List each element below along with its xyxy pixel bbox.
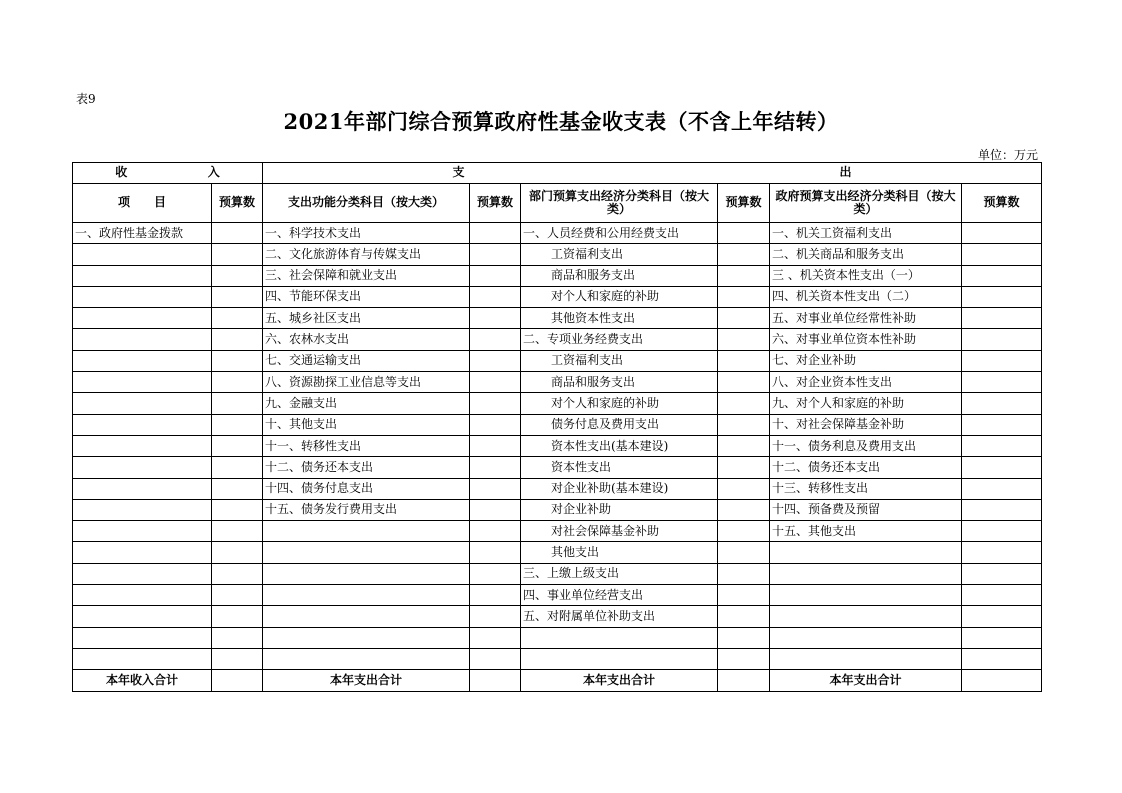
income-item-cell — [73, 606, 212, 627]
functional-item-cell: 九、金融支出 — [263, 393, 470, 414]
gov-economic-item-cell: 十五、其他支出 — [770, 521, 962, 542]
gov-budget-cell — [962, 308, 1042, 329]
functional-budget-cell — [470, 478, 521, 499]
functional-item-cell — [263, 563, 470, 584]
functional-budget-cell — [470, 606, 521, 627]
dept-budget-cell — [718, 627, 770, 648]
dept-budget-cell — [718, 286, 770, 307]
income-budget-cell — [212, 265, 263, 286]
gov-budget-cell — [962, 286, 1042, 307]
header-budget-gov: 预算数 — [962, 184, 1042, 223]
income-total-value — [212, 670, 263, 691]
table-row — [73, 542, 1042, 563]
functional-budget-cell — [470, 435, 521, 456]
gov-economic-item-cell: 四、机关资本性支出（二） — [770, 286, 962, 307]
income-budget-cell — [212, 521, 263, 542]
gov-budget-cell — [962, 265, 1042, 286]
header-item: 项 目 — [73, 184, 212, 223]
dept-economic-item-cell: 二、专项业务经费支出 — [521, 329, 718, 350]
functional-item-cell: 八、资源勘探工业信息等支出 — [263, 372, 470, 393]
gov-economic-item-cell: 十四、预备费及预留 — [770, 499, 962, 520]
functional-budget-cell — [470, 223, 521, 244]
gov-total-label: 本年支出合计 — [770, 670, 962, 691]
dept-budget-cell — [718, 265, 770, 286]
dept-budget-cell — [718, 414, 770, 435]
gov-economic-item-cell: 十一、债务利息及费用支出 — [770, 435, 962, 456]
dept-budget-cell — [718, 606, 770, 627]
dept-budget-cell — [718, 457, 770, 478]
table-row — [73, 478, 1042, 499]
functional-item-cell: 十一、转移性支出 — [263, 435, 470, 456]
income-item-cell — [73, 542, 212, 563]
dept-economic-item-cell: 资本性支出(基本建设) — [521, 435, 718, 456]
income-group-header — [73, 163, 263, 184]
table-row — [73, 393, 1042, 414]
table-row — [73, 606, 1042, 627]
income-item-cell — [73, 372, 212, 393]
income-item-cell — [73, 499, 212, 520]
table-row — [73, 308, 1042, 329]
dept-economic-item-cell: 商品和服务支出 — [521, 265, 718, 286]
table-row — [73, 521, 1042, 542]
functional-item-cell: 二、文化旅游体育与传媒支出 — [263, 244, 470, 265]
dept-economic-item-cell: 一、人员经费和公用经费支出 — [521, 223, 718, 244]
gov-budget-cell — [962, 606, 1042, 627]
functional-budget-cell — [470, 521, 521, 542]
dept-economic-item-cell: 对企业补助(基本建设) — [521, 478, 718, 499]
income-budget-cell — [212, 563, 263, 584]
table-row — [73, 244, 1042, 265]
functional-budget-cell — [470, 350, 521, 371]
income-budget-cell — [212, 244, 263, 265]
functional-item-cell — [263, 606, 470, 627]
dept-economic-item-cell: 其他支出 — [521, 542, 718, 563]
income-budget-cell — [212, 435, 263, 456]
functional-budget-cell — [470, 499, 521, 520]
dept-budget-cell — [718, 499, 770, 520]
table-row — [73, 414, 1042, 435]
income-item-cell — [73, 414, 212, 435]
dept-budget-cell — [718, 223, 770, 244]
income-item-cell — [73, 308, 212, 329]
functional-budget-cell — [470, 286, 521, 307]
gov-budget-cell — [962, 542, 1042, 563]
table-row — [73, 648, 1042, 669]
income-item-cell — [73, 627, 212, 648]
gov-economic-item-cell: 二、机关商品和服务支出 — [770, 244, 962, 265]
income-item-cell — [73, 648, 212, 669]
income-budget-cell — [212, 478, 263, 499]
gov-budget-cell — [962, 223, 1042, 244]
gov-economic-item-cell — [770, 627, 962, 648]
dept-economic-item-cell: 四、事业单位经营支出 — [521, 585, 718, 606]
dept-economic-item-cell: 三、上缴上级支出 — [521, 563, 718, 584]
functional-item-cell: 五、城乡社区支出 — [263, 308, 470, 329]
dept-economic-item-cell: 对社会保障基金补助 — [521, 521, 718, 542]
functional-budget-cell — [470, 372, 521, 393]
dept-economic-item-cell: 对个人和家庭的补助 — [521, 393, 718, 414]
header-budget-dept: 预算数 — [718, 184, 770, 223]
dept-economic-item-cell — [521, 627, 718, 648]
dept-budget-cell — [718, 585, 770, 606]
table-row — [73, 350, 1042, 371]
budget-table — [72, 162, 1042, 692]
table-row — [73, 372, 1042, 393]
gov-budget-cell — [962, 329, 1042, 350]
dept-budget-cell — [718, 372, 770, 393]
income-item-cell — [73, 435, 212, 456]
income-budget-cell — [212, 499, 263, 520]
gov-economic-item-cell: 六、对事业单位资本性补助 — [770, 329, 962, 350]
dept-budget-cell — [718, 478, 770, 499]
header-budget-functional: 预算数 — [470, 184, 521, 223]
income-group-char-1: 收 — [115, 165, 128, 180]
income-item-cell — [73, 286, 212, 307]
unit-label: 单位：万元 — [977, 148, 1038, 162]
dept-economic-item-cell: 资本性支出 — [521, 457, 718, 478]
gov-budget-cell — [962, 499, 1042, 520]
dept-budget-cell — [718, 542, 770, 563]
functional-item-cell — [263, 585, 470, 606]
gov-economic-item-cell — [770, 606, 962, 627]
functional-budget-cell — [470, 244, 521, 265]
income-group-char-2: 入 — [207, 165, 220, 180]
income-item-cell — [73, 478, 212, 499]
income-budget-cell — [212, 648, 263, 669]
income-budget-cell — [212, 457, 263, 478]
expense-group-char-2: 出 — [839, 165, 852, 180]
expense-group-header — [263, 163, 1042, 184]
gov-budget-cell — [962, 648, 1042, 669]
dept-economic-item-cell: 对企业补助 — [521, 499, 718, 520]
functional-budget-cell — [470, 585, 521, 606]
functional-budget-cell — [470, 627, 521, 648]
dept-total-label: 本年支出合计 — [521, 670, 718, 691]
total-row — [73, 670, 1042, 691]
header-gov-economic: 政府预算支出经济分类科目（按大类） — [770, 184, 962, 223]
gov-budget-cell — [962, 414, 1042, 435]
income-budget-cell — [212, 329, 263, 350]
table-row — [73, 329, 1042, 350]
table-row — [73, 286, 1042, 307]
table-row — [73, 265, 1042, 286]
income-budget-cell — [212, 308, 263, 329]
column-header-row — [73, 184, 1042, 223]
dept-economic-item-cell: 其他资本性支出 — [521, 308, 718, 329]
functional-item-cell: 四、节能环保支出 — [263, 286, 470, 307]
gov-budget-cell — [962, 350, 1042, 371]
income-item-cell: 一、政府性基金拨款 — [73, 223, 212, 244]
table-row — [73, 627, 1042, 648]
gov-economic-item-cell: 一、机关工资福利支出 — [770, 223, 962, 244]
income-item-cell — [73, 329, 212, 350]
functional-budget-cell — [470, 648, 521, 669]
dept-budget-cell — [718, 308, 770, 329]
functional-budget-cell — [470, 563, 521, 584]
gov-economic-item-cell: 七、对企业补助 — [770, 350, 962, 371]
functional-item-cell: 十五、债务发行费用支出 — [263, 499, 470, 520]
functional-item-cell — [263, 521, 470, 542]
table-row — [73, 457, 1042, 478]
income-budget-cell — [212, 393, 263, 414]
table-row — [73, 563, 1042, 584]
functional-budget-cell — [470, 393, 521, 414]
functional-item-cell — [263, 627, 470, 648]
dept-budget-cell — [718, 244, 770, 265]
income-item-cell — [73, 457, 212, 478]
table-row — [73, 435, 1042, 456]
income-item-cell — [73, 265, 212, 286]
functional-item-cell: 十四、债务付息支出 — [263, 478, 470, 499]
gov-budget-cell — [962, 244, 1042, 265]
functional-item-cell: 七、交通运输支出 — [263, 350, 470, 371]
gov-economic-item-cell: 九、对个人和家庭的补助 — [770, 393, 962, 414]
dept-budget-cell — [718, 648, 770, 669]
header-dept-economic: 部门预算支出经济分类科目（按大类） — [521, 184, 718, 223]
gov-budget-cell — [962, 372, 1042, 393]
table-row — [73, 585, 1042, 606]
table-number: 表9 — [76, 92, 96, 106]
functional-total-label: 本年支出合计 — [263, 670, 470, 691]
gov-economic-item-cell — [770, 542, 962, 563]
income-item-cell — [73, 393, 212, 414]
functional-item-cell — [263, 542, 470, 563]
gov-economic-item-cell: 十三、转移性支出 — [770, 478, 962, 499]
functional-budget-cell — [470, 308, 521, 329]
gov-economic-item-cell — [770, 648, 962, 669]
functional-item-cell: 十二、债务还本支出 — [263, 457, 470, 478]
group-header-row — [73, 163, 1042, 184]
income-budget-cell — [212, 542, 263, 563]
income-budget-cell — [212, 606, 263, 627]
income-budget-cell — [212, 350, 263, 371]
income-item-cell — [73, 521, 212, 542]
income-total-label: 本年收入合计 — [73, 670, 212, 691]
functional-budget-cell — [470, 542, 521, 563]
gov-budget-cell — [962, 521, 1042, 542]
income-budget-cell — [212, 585, 263, 606]
dept-budget-cell — [718, 435, 770, 456]
income-budget-cell — [212, 414, 263, 435]
gov-economic-item-cell: 八、对企业资本性支出 — [770, 372, 962, 393]
functional-item-cell: 三、社会保障和就业支出 — [263, 265, 470, 286]
dept-total-value — [718, 670, 770, 691]
gov-budget-cell — [962, 585, 1042, 606]
income-item-cell — [73, 585, 212, 606]
table-row — [73, 499, 1042, 520]
gov-economic-item-cell — [770, 585, 962, 606]
gov-budget-cell — [962, 478, 1042, 499]
gov-budget-cell — [962, 457, 1042, 478]
header-functional: 支出功能分类科目（按大类） — [263, 184, 470, 223]
functional-budget-cell — [470, 414, 521, 435]
functional-item-cell: 六、农林水支出 — [263, 329, 470, 350]
functional-item-cell: 一、科学技术支出 — [263, 223, 470, 244]
gov-budget-cell — [962, 627, 1042, 648]
income-budget-cell — [212, 372, 263, 393]
gov-economic-item-cell: 三 、机关资本性支出（一） — [770, 265, 962, 286]
header-budget-income: 预算数 — [212, 184, 263, 223]
page-title: 2021年部门综合预算政府性基金收支表（不含上年结转） — [283, 109, 839, 134]
functional-item-cell — [263, 648, 470, 669]
gov-economic-item-cell: 五、对事业单位经常性补助 — [770, 308, 962, 329]
gov-economic-item-cell: 十二、债务还本支出 — [770, 457, 962, 478]
income-budget-cell — [212, 286, 263, 307]
dept-budget-cell — [718, 329, 770, 350]
functional-item-cell: 十、其他支出 — [263, 414, 470, 435]
dept-budget-cell — [718, 350, 770, 371]
gov-budget-cell — [962, 563, 1042, 584]
table-row — [73, 223, 1042, 244]
income-budget-cell — [212, 627, 263, 648]
income-item-cell — [73, 350, 212, 371]
dept-economic-item-cell: 债务付息及费用支出 — [521, 414, 718, 435]
functional-total-value — [470, 670, 521, 691]
dept-budget-cell — [718, 521, 770, 542]
expense-group-char-1: 支 — [452, 165, 465, 180]
dept-budget-cell — [718, 563, 770, 584]
dept-economic-item-cell — [521, 648, 718, 669]
functional-budget-cell — [470, 457, 521, 478]
gov-total-value — [962, 670, 1042, 691]
gov-economic-item-cell: 十、对社会保障基金补助 — [770, 414, 962, 435]
income-item-cell — [73, 244, 212, 265]
dept-economic-item-cell: 商品和服务支出 — [521, 372, 718, 393]
dept-economic-item-cell: 工资福利支出 — [521, 244, 718, 265]
functional-budget-cell — [470, 329, 521, 350]
gov-budget-cell — [962, 435, 1042, 456]
gov-economic-item-cell — [770, 563, 962, 584]
dept-economic-item-cell: 对个人和家庭的补助 — [521, 286, 718, 307]
gov-budget-cell — [962, 393, 1042, 414]
dept-economic-item-cell: 工资福利支出 — [521, 350, 718, 371]
functional-budget-cell — [470, 265, 521, 286]
income-budget-cell — [212, 223, 263, 244]
dept-budget-cell — [718, 393, 770, 414]
dept-economic-item-cell: 五、对附属单位补助支出 — [521, 606, 718, 627]
income-item-cell — [73, 563, 212, 584]
